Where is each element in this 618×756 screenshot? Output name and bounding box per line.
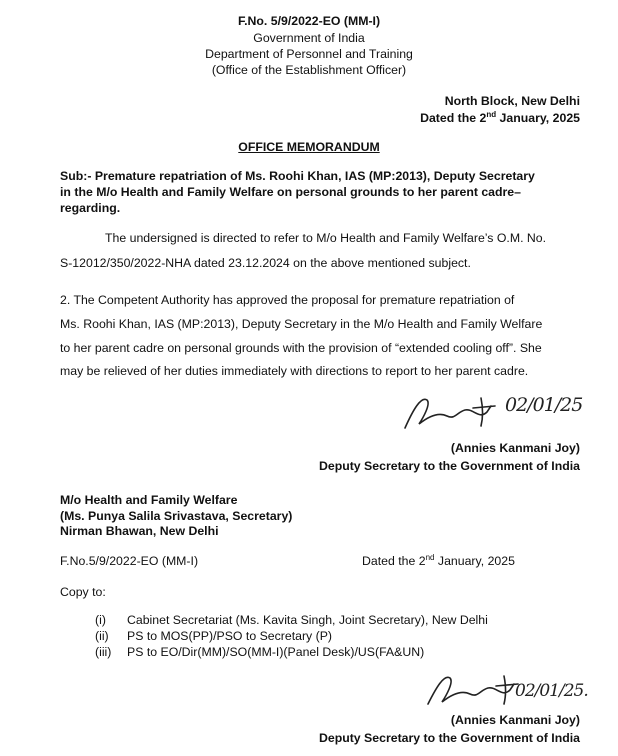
- government-line: Government of India: [253, 31, 365, 45]
- copy-item-3-text: PS to EO/Dir(MM)/SO(MM-I)(Panel Desk)/US(FA&UN): [127, 645, 425, 659]
- copy-item-1-num: (i): [95, 613, 106, 627]
- file-number: F.No. 5/9/2022-EO (MM-I): [237, 14, 381, 28]
- date-top-prefix: Dated the 2: [420, 111, 487, 125]
- subject-line-3: regarding.: [60, 201, 121, 215]
- date-top-sup: nd: [486, 109, 497, 119]
- date-2: [362, 554, 515, 569]
- date-2-suffix: January, 2025: [434, 554, 515, 568]
- addressee-line-2: (Ms. Punya Salila Srivastava, Secretary): [60, 509, 293, 523]
- signatory-name-1: (Annies Kanmani Joy): [450, 441, 580, 455]
- handwritten-date-1: 02/01/25: [505, 394, 583, 416]
- para2-line-2: Ms. Roohi Khan, IAS (MP:2013), Deputy Secretary in the M/o Health and Family Welfare: [60, 317, 543, 331]
- para2-line-3: to her parent cadre on personal grounds with the provision of “extended cooling off”. She: [60, 341, 542, 355]
- place: North Block, New Delhi: [444, 94, 580, 108]
- subject-line-1: Sub:- Premature repatriation of Ms. Roohi Khan, IAS (MP:2013), Deputy Secretary: [60, 169, 535, 183]
- department-line: Department of Personnel and Training: [205, 47, 413, 61]
- subject-line-2: in the M/o Health and Family Welfare on personal grounds to her parent cadre–: [60, 185, 521, 199]
- addressee-line-3: Nirman Bhawan, New Delhi: [60, 524, 219, 538]
- copy-to-label: Copy to:: [60, 585, 106, 599]
- para2-line-4: may be relieved of her duties immediately with directions to report to her parent cadre.: [60, 364, 529, 378]
- addressee-line-1: M/o Health and Family Welfare: [60, 493, 238, 507]
- memo-title: OFFICE MEMORANDUM: [238, 140, 380, 154]
- copy-item-2-text: PS to MOS(PP)/PSO to Secretary (P): [127, 629, 333, 643]
- signatory-designation-2: Deputy Secretary to the Government of India: [318, 731, 580, 745]
- date-top-suffix: January, 2025: [496, 111, 580, 125]
- copy-item-2-num: (ii): [95, 629, 109, 643]
- handwritten-date-2: 02/01/25.: [515, 681, 588, 701]
- office-line: (Office of the Establishment Officer): [211, 63, 407, 77]
- para1-line-2: S-12012/350/2022-NHA dated 23.12.2024 on the above mentioned subject.: [60, 256, 471, 270]
- file-number-2: F.No.5/9/2022-EO (MM-I): [60, 554, 199, 568]
- copy-item-3-num: (iii): [95, 645, 112, 659]
- para2-line-1: 2. The Competent Authority has approved the proposal for premature repatriation of: [60, 293, 515, 307]
- date-2-sup: nd: [425, 552, 435, 562]
- signatory-designation-1: Deputy Secretary to the Government of India: [318, 459, 580, 473]
- para1-line-1: The undersigned is directed to refer to M/o Health and Family Welfare’s O.M. No.: [105, 231, 547, 245]
- date-2-prefix: Dated the 2: [362, 554, 426, 568]
- signatory-name-2: (Annies Kanmani Joy): [450, 713, 580, 727]
- date-top: [420, 111, 580, 126]
- copy-item-1-text: Cabinet Secretariat (Ms. Kavita Singh, Joint Secretary), New Delhi: [127, 613, 488, 627]
